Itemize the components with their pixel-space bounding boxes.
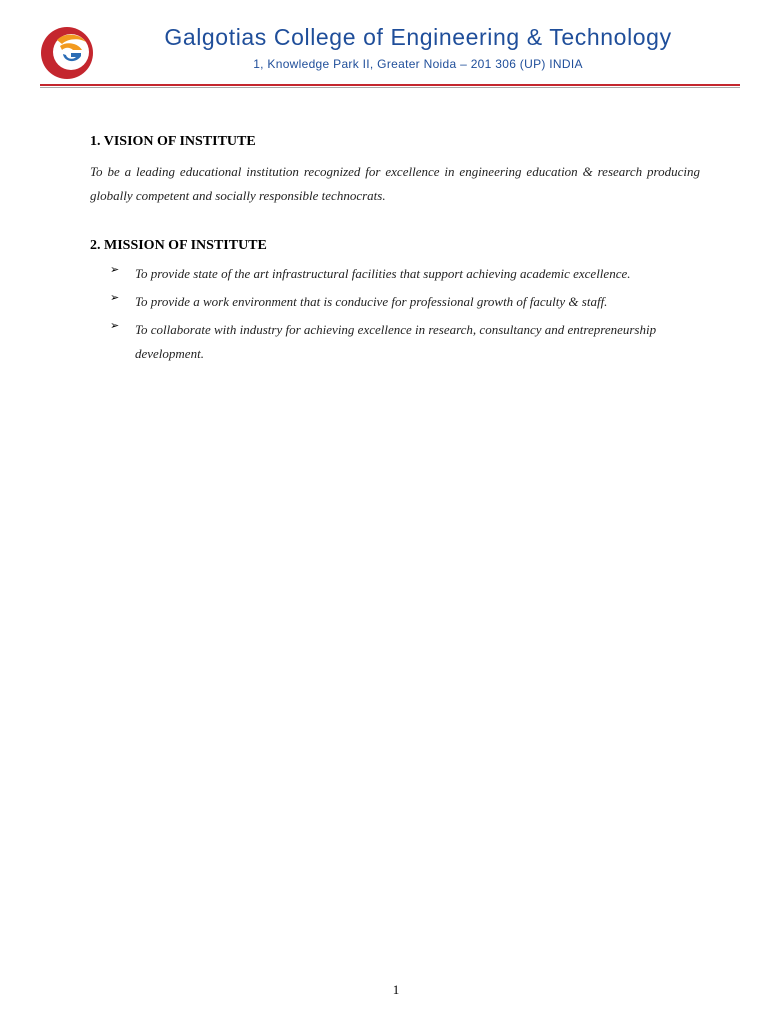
page-number: 1 xyxy=(392,982,400,997)
college-name: Galgotias College of Engineering & Technology xyxy=(164,24,672,50)
arrowhead-bullet-icon: ➢ xyxy=(110,291,120,304)
header-divider-red xyxy=(40,84,740,86)
arrowhead-bullet-icon: ➢ xyxy=(110,319,120,332)
header-divider-grey xyxy=(40,87,740,88)
mission-item-text: To provide state of the art infrastructural facilities that support achieving academic excellence. xyxy=(135,266,631,281)
mission-item-text: To collaborate with industry for achieving excellence in research, consultancy and entrepreneurship development. xyxy=(135,322,657,361)
mission-heading: 2. MISSION OF INSTITUTE xyxy=(90,238,267,253)
mission-item xyxy=(110,262,700,286)
vision-heading: 1. VISION OF INSTITUTE xyxy=(90,134,256,149)
college-address: 1, Knowledge Park II, Greater Noida – 201 306 (UP) INDIA xyxy=(253,57,583,71)
vision-statement: To be a leading educational institution recognized for excellence in engineering education & research producing globally competent and socially responsible technocrats. xyxy=(90,164,700,203)
college-logo-icon xyxy=(40,26,94,80)
arrowhead-bullet-icon: ➢ xyxy=(110,263,120,276)
mission-item xyxy=(110,290,700,314)
mission-item xyxy=(110,318,700,366)
mission-item-text: To provide a work environment that is conducive for professional growth of faculty & staff. xyxy=(135,294,608,309)
mission-list xyxy=(110,262,700,370)
